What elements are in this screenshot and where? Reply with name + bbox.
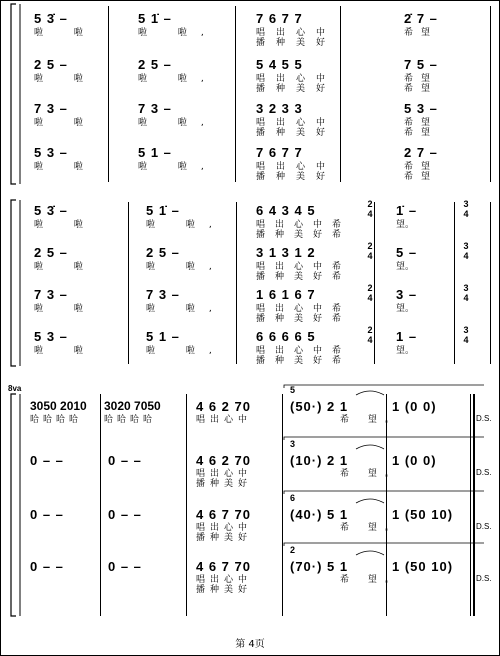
- s3-p2-m5: 1 (0 0): [392, 453, 437, 468]
- s1-p1-m4: 2̇ 7 –: [404, 11, 438, 26]
- s2-p2-m3: 3 1 3 1 2: [256, 245, 316, 260]
- s3-p1-m4: (50·) 2 1: [290, 399, 349, 414]
- system-2: [0, 196, 500, 376]
- s3-p4-m4: (70·) 5 1: [290, 559, 349, 574]
- s2-p4-timesig-top: 2: [367, 325, 373, 335]
- s1-p1-lyric-1: 啦 啦: [34, 28, 97, 38]
- s3-p1-lyric-2: 哈哈哈哈: [104, 415, 157, 425]
- s2-p1-lyric-3b: 播种美好希: [256, 230, 352, 240]
- s2-part-1: [0, 199, 500, 248]
- s1-p1-m2: 5 1̇ –: [138, 11, 172, 26]
- s1-part-4: [0, 146, 500, 190]
- s1-p3-lyric-4: 希望: [404, 118, 439, 128]
- s2-p1-m2: 5 1̇ –: [146, 203, 180, 218]
- s3-p2-ds: D.S.: [476, 468, 492, 477]
- s2-p1-lyric-2: 啦 啦,: [146, 220, 226, 230]
- s1-p3-lyric-4b: 希望: [404, 128, 439, 138]
- s3-p2-lyric-3b: 播种美好: [196, 479, 253, 489]
- s2-p2-lyric-3b: 播种美好希: [256, 272, 352, 282]
- s1-p4-m4: 2 7 –: [404, 145, 438, 160]
- s1-p3-m3: 3 2 3 3: [256, 101, 303, 116]
- s2-p2-timesig-top: 2: [367, 241, 373, 251]
- s1-p4-lyric-3: 唱出心中: [256, 162, 337, 172]
- s2-p1-timesig-bottom: 4: [367, 209, 373, 219]
- s2-p4-lyric-4: 望。: [396, 346, 415, 356]
- s2-p2-lyric-4: 望。: [396, 262, 415, 272]
- s2-part-3: [0, 283, 500, 332]
- s2-p4-timesig-bottom: 4: [367, 335, 373, 345]
- s1-p1-lyric-3b: 播种美好: [256, 38, 337, 48]
- s2-p2-lyric-2: 啦 啦,: [146, 262, 226, 272]
- s2-p3-lyric-3b: 播种美好希: [256, 314, 352, 324]
- s2-p2-lyric-1: 啦 啦: [34, 262, 97, 272]
- s1-p3-m2: 7 3 –: [138, 101, 172, 116]
- s1-p1-m3: 7 6 7 7: [256, 11, 303, 26]
- s1-p4-lyric-3b: 播种美好: [256, 172, 337, 182]
- s2-p2-m4: 5 –: [396, 245, 418, 260]
- s3-p2-m3: 4 6 2 70: [196, 453, 251, 468]
- s1-p4-m1: 5 3 –: [34, 145, 68, 160]
- s3-p1-m3: 4 6 2 70: [196, 399, 251, 414]
- s3-p3-m5: 1 (50 10): [392, 507, 454, 522]
- s1-p2-lyric-2: 啦 啦,: [138, 74, 218, 84]
- s3-p1-lyric-4: 希 望。: [340, 415, 402, 425]
- s2-p2-timesig2-top: 3: [463, 241, 469, 251]
- s1-p3-m4: 5 3 –: [404, 101, 438, 116]
- s3-p1-lyric-3: 唱出心中: [196, 415, 253, 425]
- s2-p2-m2: 2 5 –: [146, 245, 180, 260]
- s3-p4-lyric-4: 希 望。: [340, 575, 402, 585]
- s2-p2-timesig-bottom: 4: [367, 251, 373, 261]
- s2-p1-timesig2-top: 3: [463, 199, 469, 209]
- s1-p3-m1: 7 3 –: [34, 101, 68, 116]
- s1-p3-lyric-3: 唱出心中: [256, 118, 337, 128]
- s1-p2-m4: 7 5 –: [404, 57, 438, 72]
- s2-p1-timesig-top: 2: [367, 199, 373, 209]
- s3-p2-ending: 3: [290, 439, 297, 449]
- s2-p3-lyric-4: 望。: [396, 304, 415, 314]
- s2-p1-lyric-1: 啦 啦: [34, 220, 97, 230]
- s2-p4-timesig2-bottom: 4: [463, 335, 469, 345]
- s2-p3-m1: 7 3 –: [34, 287, 68, 302]
- s1-p2-m3: 5 4 5 5: [256, 57, 303, 72]
- s3-p3-m3: 4 6 7 70: [196, 507, 251, 522]
- s2-p1-lyric-3: 唱出心中希: [256, 220, 352, 230]
- s1-p2-m2: 2 5 –: [138, 57, 172, 72]
- s3-p1-m5: 1 (0 0): [392, 399, 437, 414]
- s2-p2-lyric-3: 唱出心中希: [256, 262, 352, 272]
- s2-p3-timesig2-top: 3: [463, 283, 469, 293]
- s3-p4-m5: 1 (50 10): [392, 559, 454, 574]
- s3-p2-m2: 0 – –: [108, 453, 142, 468]
- s3-p4-lyric-3: 唱出心中: [196, 575, 253, 585]
- s2-p2-timesig2-bottom: 4: [463, 251, 469, 261]
- s2-p3-timesig-bottom: 4: [367, 293, 373, 303]
- s2-p3-m4: 3 –: [396, 287, 418, 302]
- s2-p4-lyric-3b: 播种美好希: [256, 356, 352, 366]
- s3-p2-m1: 0 – –: [30, 453, 64, 468]
- s2-p3-m2: 7 3 –: [146, 287, 180, 302]
- s3-p1-m1: 3050 2010: [30, 399, 87, 413]
- s2-p4-timesig2-top: 3: [463, 325, 469, 335]
- s1-p4-lyric-2: 啦 啦,: [138, 162, 218, 172]
- s1-p1-lyric-4: 希望: [404, 28, 439, 38]
- s1-p4-lyric-4b: 希望: [404, 172, 439, 182]
- s1-part-2: [0, 58, 500, 102]
- s3-part-3: [0, 493, 500, 552]
- s3-p4-lyric-3b: 播种美好: [196, 585, 253, 595]
- s1-part-3: [0, 102, 500, 146]
- s3-p3-ds: D.S.: [476, 522, 492, 531]
- s2-p4-lyric-1: 啦 啦: [34, 346, 97, 356]
- system-1: [0, 0, 500, 190]
- s2-p3-lyric-1: 啦 啦: [34, 304, 97, 314]
- s3-p4-m3: 4 6 7 70: [196, 559, 251, 574]
- s2-p1-m1: 5 3̇ –: [34, 203, 68, 218]
- s1-p3-lyric-2: 啦 啦,: [138, 118, 218, 128]
- s1-p1-lyric-2: 啦 啦,: [138, 28, 218, 38]
- s1-p3-lyric-1: 啦 啦: [34, 118, 97, 128]
- s2-p3-lyric-2: 啦 啦,: [146, 304, 226, 314]
- s3-p3-m4: (40·) 5 1: [290, 507, 349, 522]
- s2-p4-m3: 6 6 6 6 5: [256, 329, 316, 344]
- s1-p2-lyric-4b: 希望: [404, 84, 439, 94]
- s2-p3-timesig-top: 2: [367, 283, 373, 293]
- s2-part-4: [0, 325, 500, 374]
- s1-part-1: [0, 12, 500, 56]
- s2-p4-lyric-2: 啦 啦,: [146, 346, 226, 356]
- s1-p3-lyric-3b: 播种美好: [256, 128, 337, 138]
- s1-p2-m1: 2 5 –: [34, 57, 68, 72]
- s1-p4-lyric-1: 啦 啦: [34, 162, 97, 172]
- s3-p1-lyric-1: 哈哈哈哈: [30, 415, 83, 425]
- s2-part-2: [0, 241, 500, 290]
- s3-part-2: [0, 439, 500, 498]
- s3-p4-m2: 0 – –: [108, 559, 142, 574]
- s3-part-4: [0, 545, 500, 604]
- s3-p2-m4: (10·) 2 1: [290, 453, 349, 468]
- system-3: [0, 384, 500, 624]
- s1-p4-lyric-4: 希望: [404, 162, 439, 172]
- s2-p3-lyric-3: 唱出心中希: [256, 304, 352, 314]
- s1-p4-m3: 7 6 7 7: [256, 145, 303, 160]
- s3-p4-ds: D.S.: [476, 574, 492, 583]
- s3-p3-m2: 0 – –: [108, 507, 142, 522]
- s3-p2-lyric-4: 希 望。: [340, 469, 402, 479]
- s3-p3-m1: 0 – –: [30, 507, 64, 522]
- s3-p3-lyric-3: 唱出心中: [196, 523, 253, 533]
- s2-p1-m3: 6 4 3 4 5: [256, 203, 316, 218]
- s3-p3-lyric-3b: 播种美好: [196, 533, 253, 543]
- s1-p2-lyric-3: 唱出心中: [256, 74, 337, 84]
- s3-p3-lyric-4: 希 望。: [340, 523, 402, 533]
- s2-p1-lyric-4: 望。: [396, 220, 415, 230]
- s3-p1-ending: 5: [290, 385, 297, 395]
- s2-p4-m2: 5 1 –: [146, 329, 180, 344]
- s2-p1-timesig2-bottom: 4: [463, 209, 469, 219]
- s2-p3-m3: 1 6 1 6 7: [256, 287, 316, 302]
- page-number: 第 4页: [235, 639, 265, 650]
- s1-p2-lyric-4: 希望: [404, 74, 439, 84]
- s2-p4-lyric-3: 唱出心中希: [256, 346, 352, 356]
- s2-p3-timesig2-bottom: 4: [463, 293, 469, 303]
- s1-p2-lyric-1: 啦 啦: [34, 74, 97, 84]
- s2-p1-m4: 1̇ –: [396, 203, 418, 218]
- s3-p3-ending: 6: [290, 493, 297, 503]
- octave-mark: 8va: [8, 384, 22, 393]
- s2-p2-m1: 2 5 –: [34, 245, 68, 260]
- s3-p2-lyric-3: 唱出心中: [196, 469, 253, 479]
- s1-p1-lyric-3: 唱出心中: [256, 28, 337, 38]
- s2-p4-m1: 5 3 –: [34, 329, 68, 344]
- s2-p4-m4: 1 –: [396, 329, 418, 344]
- s3-p4-m1: 0 – –: [30, 559, 64, 574]
- s1-p1-m1: 5 3̇ –: [34, 11, 68, 26]
- s1-p4-m2: 5 1 –: [138, 145, 172, 160]
- s3-p1-ds: D.S.: [476, 414, 492, 423]
- s1-p2-lyric-3b: 播种美好: [256, 84, 337, 94]
- s3-p1-m2: 3020 7050: [104, 399, 161, 413]
- s3-p4-ending: 2: [290, 545, 297, 555]
